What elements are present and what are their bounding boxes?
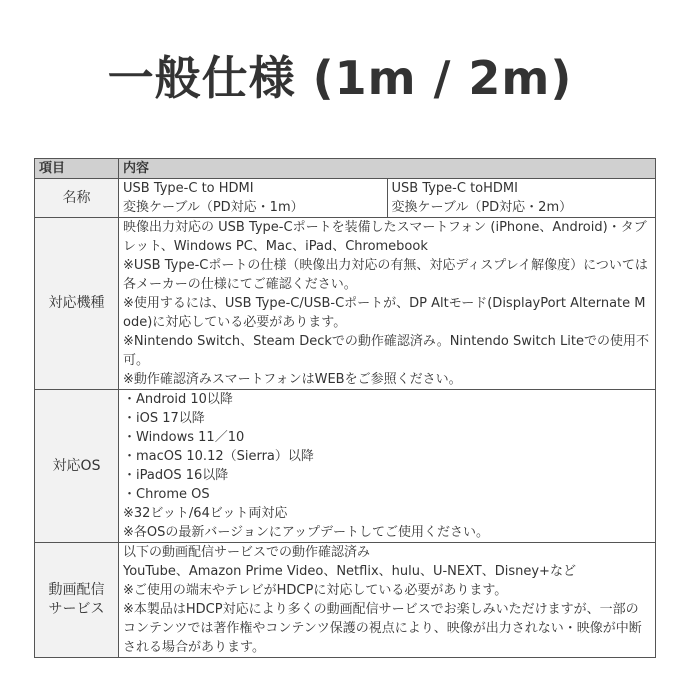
row-label-video-line-2: サービス bbox=[48, 601, 105, 617]
table-row-name bbox=[35, 179, 656, 218]
os-line: ・iOS 17以降 bbox=[123, 411, 205, 426]
table-row-video bbox=[35, 543, 656, 658]
devices-line: ※USB Type-Cポートの仕様（映像出力対応の有無、対応ディスプレイ解像度）については各メーカーの仕様にてご確認ください。 bbox=[123, 258, 648, 292]
os-cell bbox=[119, 390, 656, 543]
header-item: 項目 bbox=[35, 159, 119, 179]
devices-line: 映像出力対応の USB Type-Cポートを装備したスマートフォン (iPhone、Android)・タブレット、Windows PC、Mac、iPad、Chromebook bbox=[123, 220, 647, 254]
video-line: ※本製品はHDCP対応により多くの動画配信サービスでお楽しみいただけますが、一部のコンテンツでは著作権やコンテンツ保護の視点により、映像が出力されない・映像が中断される場合があります。 bbox=[123, 602, 642, 655]
video-cell bbox=[119, 543, 656, 658]
devices-line: ※使用するには、USB Type-C/USB-Cポートが、DP Altモード(DisplayPort Alternate Mode)に対応している必要があります。 bbox=[123, 296, 646, 330]
name-2m-line-2: 変換ケーブル（PD対応・2m） bbox=[391, 200, 573, 215]
devices-line: ※Nintendo Switch、Steam Deckでの動作確認済み。Nintendo Switch Liteでの使用不可。 bbox=[123, 334, 650, 368]
table-row-os bbox=[35, 390, 656, 543]
table-header-row bbox=[35, 159, 656, 179]
name-2m-line-1: USB Type-C toHDMI bbox=[391, 181, 518, 196]
row-label-os: 対応OS bbox=[35, 390, 119, 543]
os-line: ・macOS 10.12（Sierra）以降 bbox=[123, 449, 314, 464]
name-2m-cell bbox=[387, 179, 656, 218]
video-line: YouTube、Amazon Prime Video、Netflix、hulu、U-NEXT、Disney+など bbox=[123, 564, 576, 579]
name-1m-cell bbox=[119, 179, 388, 218]
devices-cell bbox=[119, 218, 656, 390]
name-1m-line-2: 変換ケーブル（PD対応・1m） bbox=[123, 200, 304, 215]
video-line: 以下の動画配信サービスでの動作確認済み bbox=[123, 545, 371, 560]
devices-line: ※動作確認済みスマートフォンはWEBをご参照ください。 bbox=[123, 372, 462, 387]
os-line: ・Chrome OS bbox=[123, 487, 210, 502]
spec-table bbox=[34, 158, 656, 658]
os-line: ※32ビット/64ビット両対応 bbox=[123, 506, 288, 521]
row-label-devices: 対応機種 bbox=[35, 218, 119, 390]
video-line: ※ご使用の端末やテレビがHDCPに対応している必要があります。 bbox=[123, 583, 508, 598]
table-row-devices bbox=[35, 218, 656, 390]
page-title: 一般仕様 (1m / 2m) bbox=[107, 51, 573, 105]
os-line: ・Windows 11／10 bbox=[123, 430, 245, 445]
os-line: ・iPadOS 16以降 bbox=[123, 468, 229, 483]
header-content: 内容 bbox=[119, 159, 656, 179]
row-label-name: 名称 bbox=[35, 179, 119, 218]
name-1m-line-1: USB Type-C to HDMI bbox=[123, 181, 254, 196]
row-label-video-line-1: 動画配信 bbox=[48, 582, 105, 598]
os-line: ※各OSの最新バージョンにアップデートしてご使用ください。 bbox=[123, 525, 489, 540]
os-line: ・Android 10以降 bbox=[123, 392, 233, 407]
row-label-video bbox=[35, 543, 119, 658]
